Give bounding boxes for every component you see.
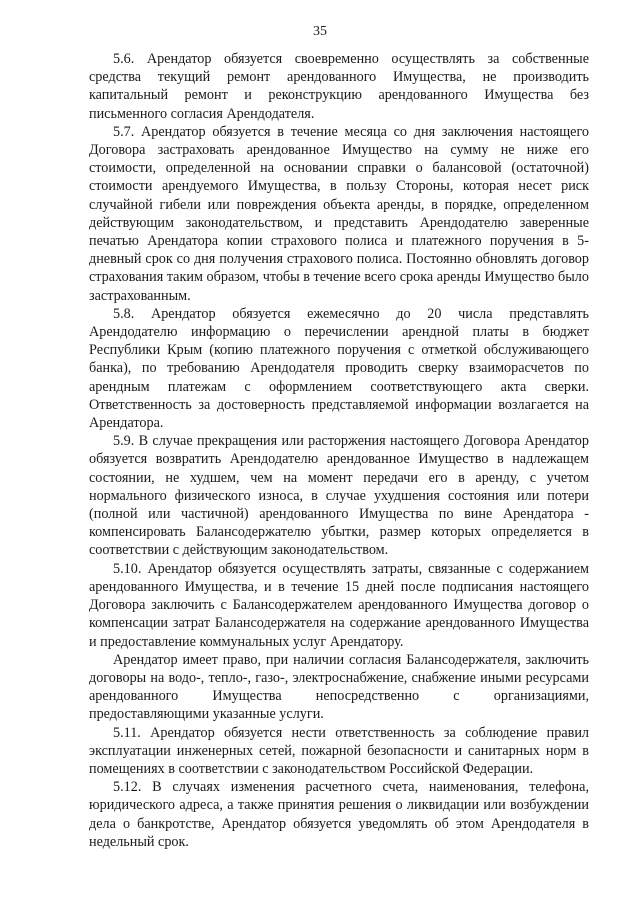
page-number: 35 xyxy=(313,24,327,39)
paragraph-5-12: 5.12. В случаях изменения расчетного счета, наименования, телефона, юридического адреса, а также принятия решения о ликвидации или возбуждении дела о банкротстве, Арендатор обязуется уведомлять об этом Арендодателя в недельный срок. xyxy=(89,779,589,850)
paragraph-5-10-supplement: Арендатор имеет право, при наличии согласия Балансодержателя, заключить договоры на водо-, тепло-, газо-, электроснабжение, снабжение иными ресурсами арендованного Имущества непосредственно с организациями, предоставляющими указанные услуги. xyxy=(89,651,589,723)
paragraph-5-8: 5.8. Арендатор обязуется ежемесячно до 20 числа представлять Арендодателю информацию о перечислении арендной платы в бюджет Республики Крым (копию платежного поручения с отметкой обслуживающего банка), по требованию Арендодателя проводить сверку взаиморасчетов по арендным платежам с оформлением соответствующего акта сверки. Ответственность за достоверность представляемой информации возлагается на Арендатора. xyxy=(89,305,589,432)
document-body xyxy=(89,50,589,851)
paragraph-5-9: 5.9. В случае прекращения или расторжения настоящего Договора Арендатор обязуется возвратить Арендодателю арендованное Имущество в надлежащем состоянии, не худшем, чем на момент передачи его в аренду, с учетом нормального физического износа, в случае ухудшения состояния или потери (полной или частичной) арендованного Имущества по вине Арендатора - компенсировать Балансодержателю убытки, размер которых определяется в соответствии с действующим законодательством. xyxy=(89,433,589,559)
paragraph-5-11: 5.11. Арендатор обязуется нести ответственность за соблюдение правил эксплуатации инженерных сетей, пожарной безопасности и санитарных норм в помещениях в соответствии с законодательством Российской Федерации. xyxy=(89,724,589,777)
paragraph-5-6: 5.6. Арендатор обязуется своевременно осуществлять за собственные средства текущий ремонт арендованного Имущества, не производить капитальный ремонт и реконструкцию арендованного Имущества без письменного согласия Арендодателя. xyxy=(89,51,589,122)
paragraph-5-7: 5.7. Арендатор обязуется в течение месяца со дня заключения настоящего Договора застраховать арендованное Имущество на сумму не ниже его стоимости, определенной на основании справки о балансовой (остаточной) стоимости арендуемого Имущества, в пользу Стороны, которая несет риск случайной гибели или повреждения объекта аренды, в порядке, определенном действующим законодательством, и представить Арендодателю заверенные печатью Арендатора копии страхового полиса и платежного поручения в 5-дневный срок со дня получения страхового полиса. Постоянно обновлять договор страхования таким образом, чтобы в течение всего срока аренды Имущество было застрахованным. xyxy=(89,123,589,304)
paragraph-5-10: 5.10. Арендатор обязуется осуществлять затраты, связанные с содержанием арендованного Имущества, и в течение 15 дней после подписания настоящего Договора заключить с Балансодержателем арендованного Имущества договор о компенсации затрат Балансодержателя на содержание арендованного Имущества и предоставление коммунальных услуг Арендатору. xyxy=(89,560,589,650)
